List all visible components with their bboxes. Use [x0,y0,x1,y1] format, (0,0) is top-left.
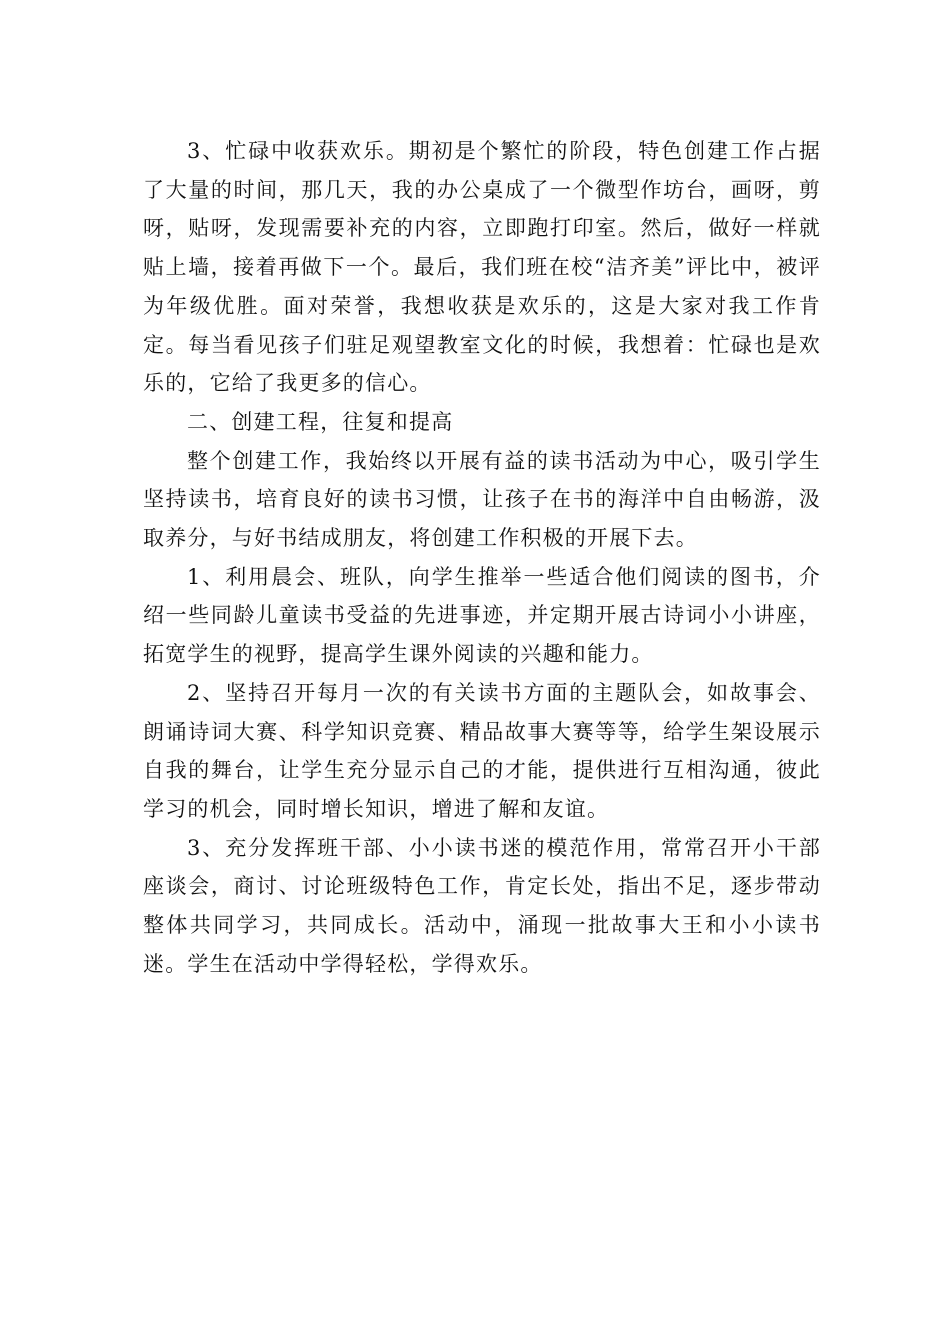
paragraph-item-2: 2、坚持召开每月一次的有关读书方面的主题队会，如故事会、朗诵诗词大赛、科学知识竞赛、精品故事大赛等等，给学生架设展示自我的舞台，让学生充分显示自己的才能，提供进行互相沟通，彼此学习的机会，同时增长知识，增进了解和友谊。 [143,680,821,821]
paragraph-reading-center: 整个创建工作，我始终以开展有益的读书活动为中心，吸引学生坚持读书，培育良好的读书习惯，让孩子在书的海洋中自由畅游，汲取养分，与好书结成朋友，将创建工作积极的开展下去。 [143,448,821,551]
section-heading-2: 二、创建工程，往复和提高 [187,409,454,434]
paragraph-item-3: 3、充分发挥班干部、小小读书迷的模范作用，常常召开小干部座谈会，商讨、讨论班级特色工作，肯定长处，指出不足，逐步带动整体共同学习，共同成长。活动中，涌现一批故事大王和小小读书迷。学生在活动中学得轻松，学得欢乐。 [143,835,821,976]
paragraph-item-1: 1、利用晨会、班队，向学生推举一些适合他们阅读的图书，介绍一些同龄儿童读书受益的先进事迹，并定期开展古诗词小小讲座，拓宽学生的视野，提高学生课外阅读的兴趣和能力。 [143,564,821,667]
document-page [143,132,821,983]
paragraph-busy-joy: 3、忙碌中收获欢乐。期初是个繁忙的阶段，特色创建工作占据了大量的时间，那几天，我的办公桌成了一个微型作坊台，画呀，剪呀，贴呀，发现需要补充的内容，立即跑打印室。然后，做好一样就贴上墙，接着再做下一个。最后，我们班在校“洁齐美”评比中，被评为年级优胜。面对荣誉，我想收获是欢乐的，这是大家对我工作肯定。每当看见孩子们驻足观望教室文化的时候，我想着：忙碌也是欢乐的，它给了我更多的信心。 [143,139,821,396]
